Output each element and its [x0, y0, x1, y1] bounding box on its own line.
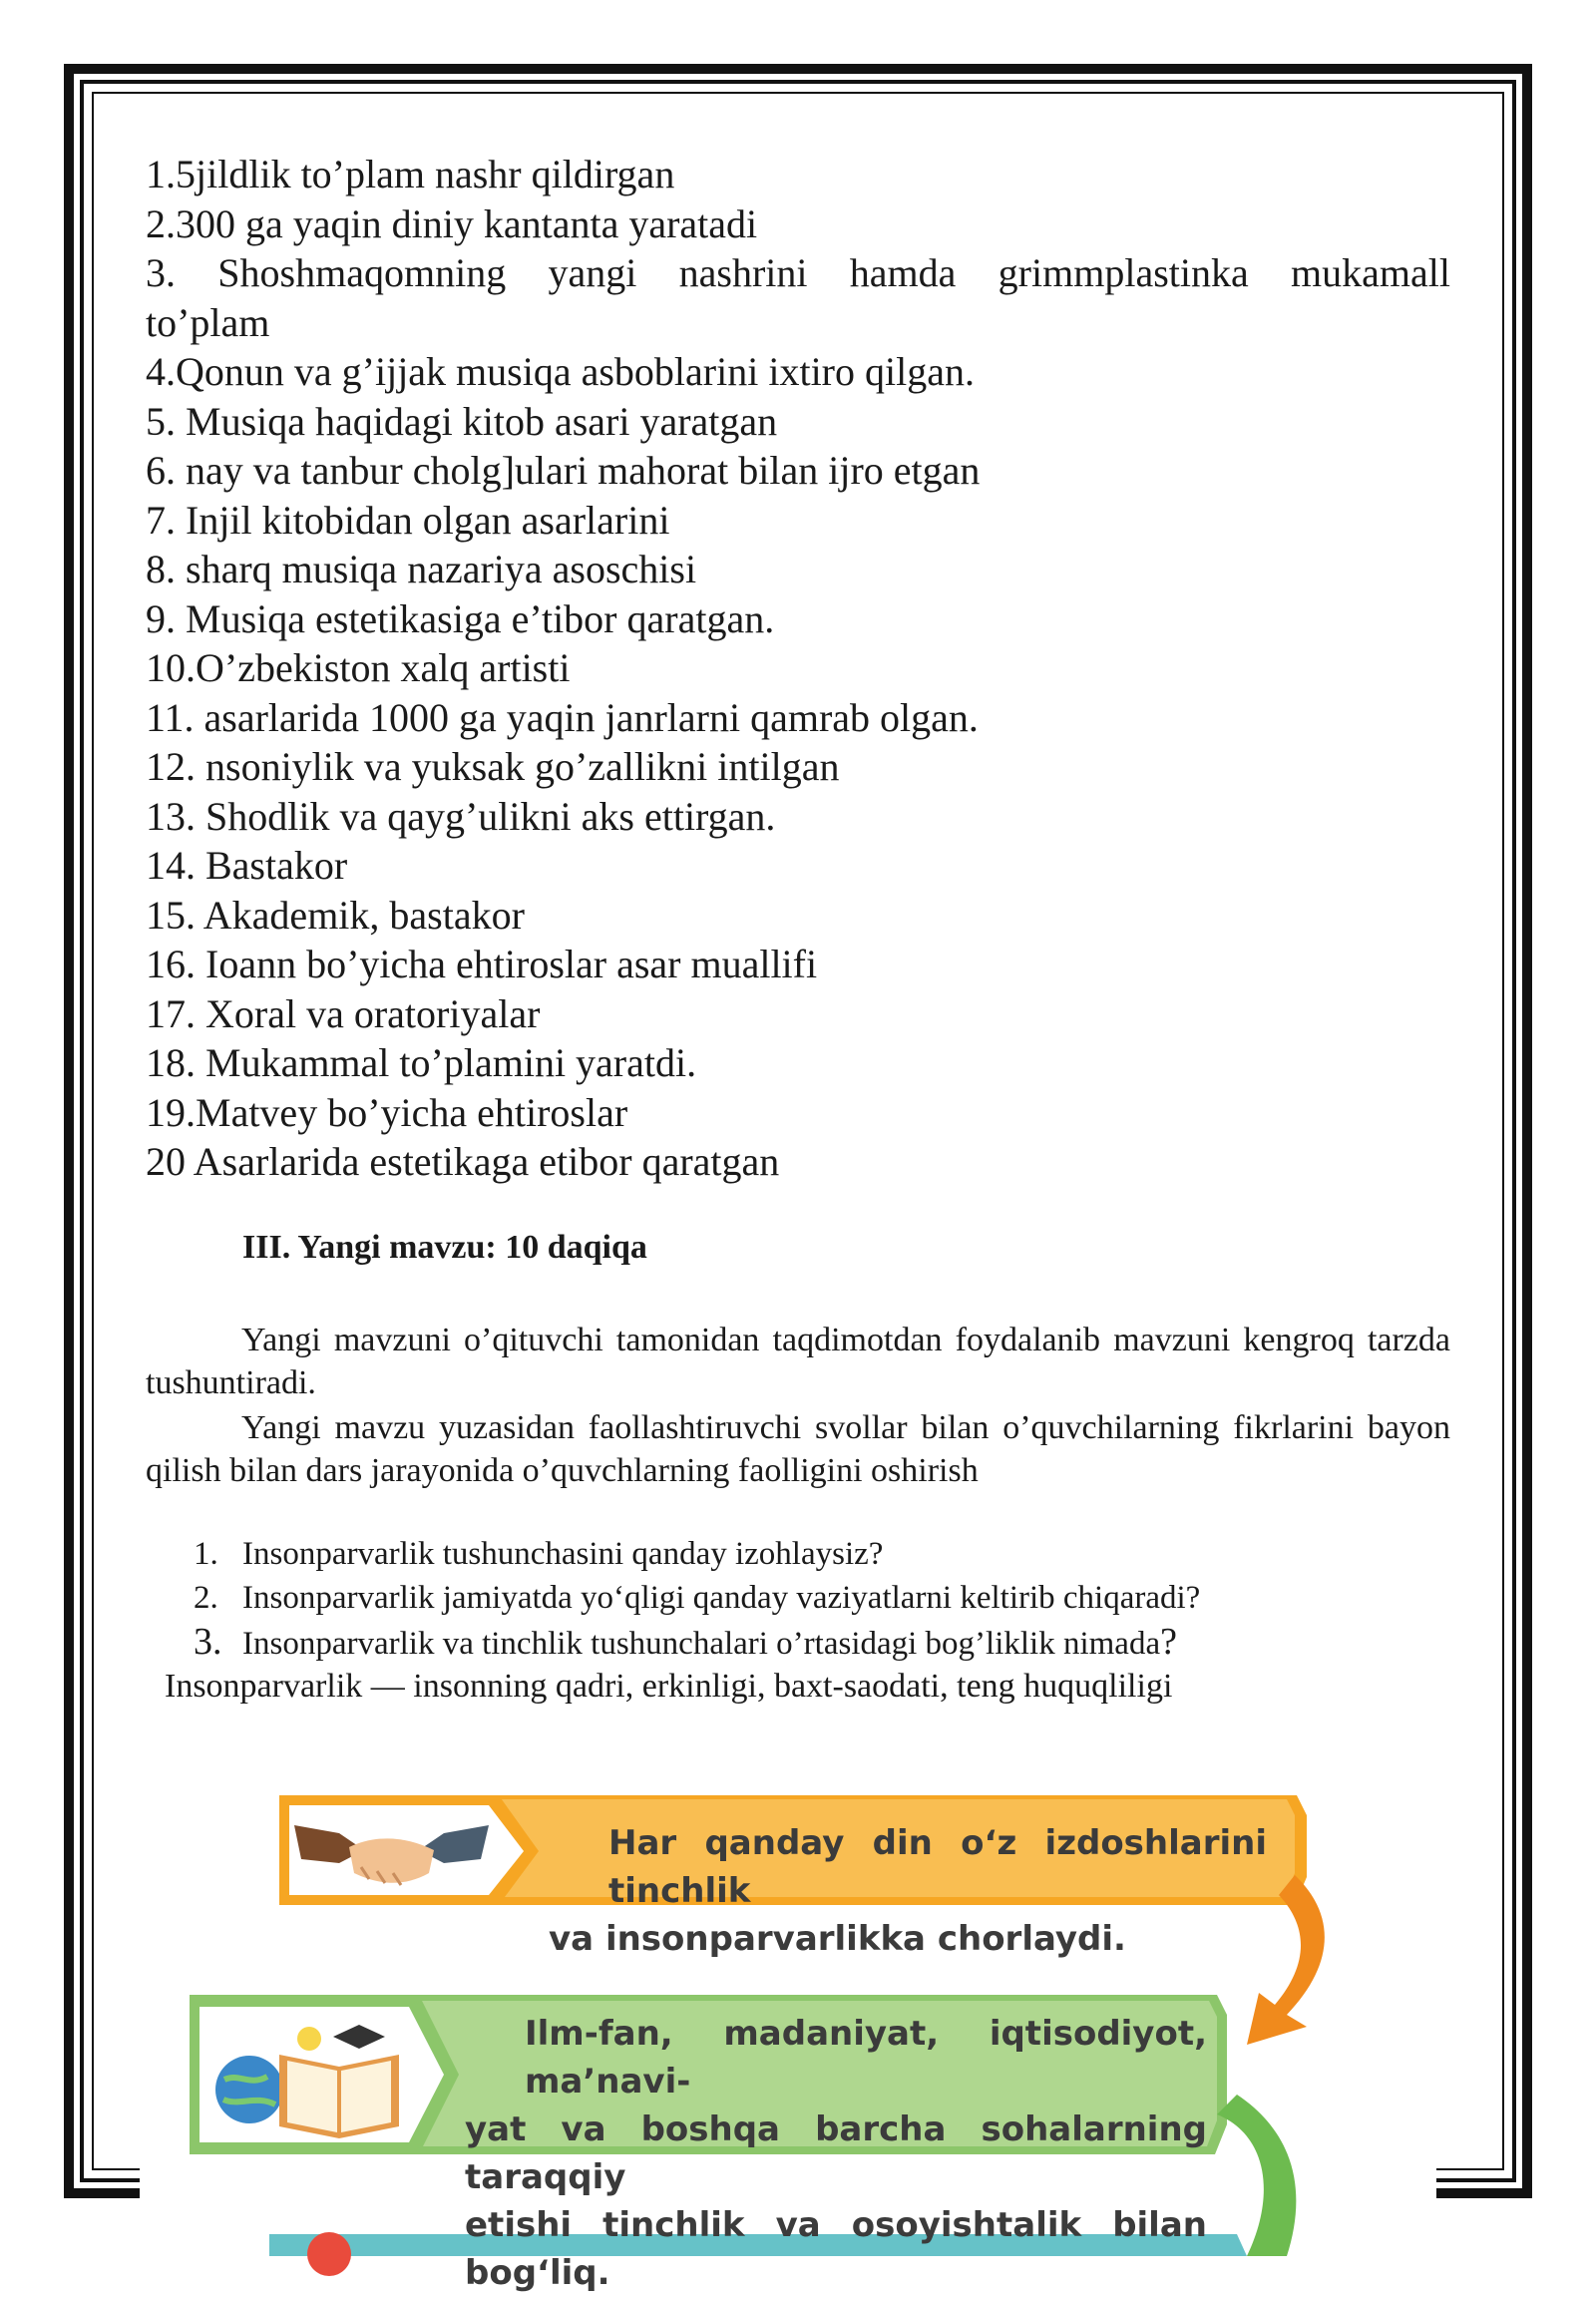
list-item: 19.Matvey bo’yicha ehtiroslar	[146, 1089, 628, 1135]
definition-text: Insonparvarlik — insonning qadri, erkinligi, baxt-saodati, teng huquqliligi	[165, 1668, 1173, 1705]
badge-3-icon	[307, 2232, 351, 2276]
question-item	[194, 1532, 1200, 1576]
banner-line: va insonparvarlikka chorlaydi.	[549, 1919, 1126, 1959]
banner-line: Har qanday din o‘z izdoshlarini tinchlik	[608, 1823, 1267, 1911]
paragraph-text: Yangi mavzu yuzasidan faollashtiruvchi svollar bilan o’quvchilarning fikrlarini bayon qilish bilan dars jarayonida o’quvchlarning faolligini oshirish	[146, 1409, 1450, 1489]
question-number: 2.	[194, 1580, 218, 1616]
banner-line: Ilm-fan, madaniyat, iqtisodiyot, ma’navi-	[525, 2014, 1207, 2102]
banner-line: yat va boshqa barcha sohalarning taraqqiy	[465, 2109, 1207, 2197]
list-item: 9. Musiqa estetikasiga e’tibor qaratgan.	[146, 595, 775, 641]
question-text: Insonparvarlik tushunchasini qanday izohlaysiz?	[242, 1536, 884, 1572]
question-item	[194, 1620, 1200, 1666]
list-item: 3. Shoshmaqomning yangi nashrini hamda grimmplastinka mukamall	[146, 250, 1450, 295]
list-item: 15. Akademik, bastakor	[146, 892, 525, 938]
question-text: Insonparvarlik jamiyatda yo‘qligi qanday vaziyatlarni keltirib chiqaradi?	[242, 1580, 1201, 1616]
list-item: 5. Musiqa haqidagi kitob asari yaratgan	[146, 398, 778, 444]
question-item	[194, 1576, 1200, 1620]
list-item: 12. nsoniylik va yuksak go’zallikni intilgan	[146, 744, 840, 789]
question-text: Insonparvarlik va tinchlik tushunchalari o’rtasidagi bog’liklik nimada	[242, 1626, 1161, 1662]
list-item: 2.300 ga yaqin diniy kantanta yaratadi	[146, 200, 758, 246]
infographic	[190, 1755, 1436, 2293]
numbered-list	[146, 150, 1450, 1187]
arrow-icon	[1217, 2095, 1296, 2256]
list-item: 18. Mukammal to’plamini yaratdi.	[146, 1040, 697, 1085]
paragraph	[146, 1319, 1450, 1404]
list-item: 10.O’zbekiston xalq artisti	[146, 645, 571, 690]
banner-2-text	[465, 2010, 1207, 2297]
section-heading: III. Yangi mavzu: 10 daqiqa	[242, 1229, 647, 1266]
question-list	[194, 1532, 1200, 1666]
list-item: 1.5jildlik to’plam nashr qildirgan	[146, 152, 675, 196]
question-number: 1.	[194, 1536, 218, 1572]
paragraph	[146, 1406, 1450, 1492]
question-mark: ?	[1160, 1621, 1177, 1663]
list-item: 6. nay va tanbur cholg]ulari mahorat bilan ijro etgan	[146, 448, 981, 493]
list-item: 16. Ioann bo’yicha ehtiroslar asar muallifi	[146, 942, 818, 986]
list-item: to’plam	[146, 299, 270, 345]
list-item: 17. Xoral va oratoriyalar	[146, 990, 541, 1036]
banner-line: etishi tinchlik va osoyishtalik bilan bog‘liq.	[465, 2205, 1207, 2293]
list-item: 20 Asarlarida estetikaga etibor qaratgan	[146, 1139, 780, 1184]
question-number: 3.	[194, 1621, 222, 1663]
list-item: 4.Qonun va g’ijjak musiqa asboblarini ixtiro qilgan.	[146, 349, 975, 394]
list-item: 14. Bastakor	[146, 843, 348, 888]
list-item: 13. Shodlik va qayg’ulikni aks ettirgan.	[146, 793, 776, 839]
banner-1-text	[549, 1819, 1267, 1963]
list-item: 8. sharq musiqa nazariya asoschisi	[146, 547, 697, 591]
list-item: 7. Injil kitobidan olgan asarlarini	[146, 497, 670, 543]
paragraph-text: Yangi mavzuni o’qituvchi tamonidan taqdimotdan foydalanib mavzuni kengroq tarzda tushuntiradi.	[146, 1322, 1450, 1401]
list-item: 11. asarlarida 1000 ga yaqin janrlarni qamrab olgan.	[146, 694, 979, 740]
